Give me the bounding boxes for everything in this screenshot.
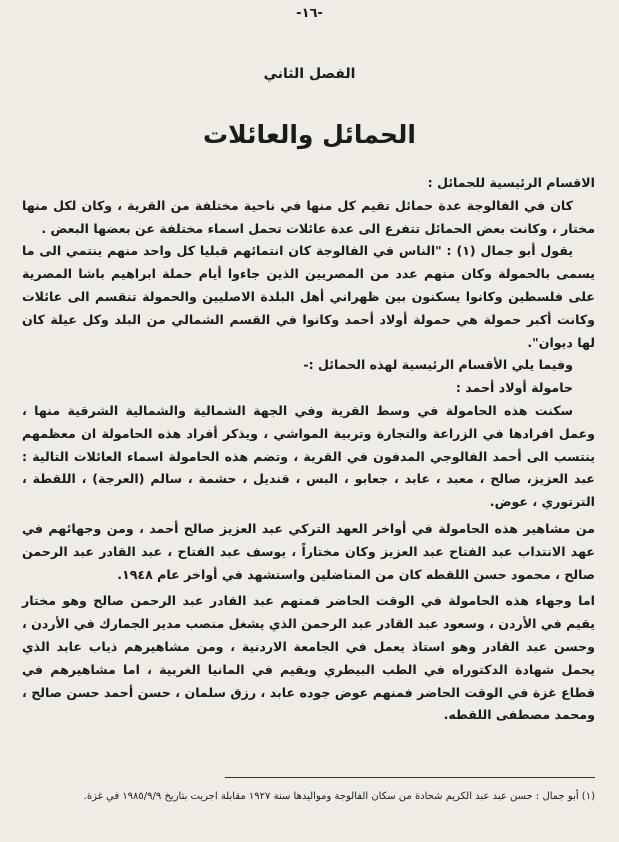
paragraph-notables-history: من مشاهير هذه الحامولة في أواخر العهد التركي عبد العزيز صالح أحمد ، ومن وجهائهم في عهد الانتداب عبد الفتاح عبد العزيز وكان مختاراً ، يوسف عبد الفتاح ، عبد القادر عبد الرحمن صالح ، محمود حسن اللقطه كان من المناضلين واستشهد في أواخر عام ١٩٤٨. (22, 520, 595, 582)
chapter-label: الفصل الثاني (263, 66, 356, 82)
footnote: (١) أبو جمال : حسن عبد عبد الكريم شحادة من سكان الفالوجة ومواليدها سنة ١٩٢٧ مقابلة اجريت بتاريخ ١٩٨٥/٩/٩ في غزة. (83, 791, 595, 802)
section-heading-main-divisions: الاقسام الرئيسية للحمائل : (427, 175, 595, 190)
paragraph-divisions-lead: وفيما يلي الأقسام الرئيسية لهذه الحمائل :- (303, 357, 573, 373)
subheading-awlad-ahmad: حامولة أولاد أحمد : (455, 380, 573, 396)
footnote-divider (225, 777, 595, 778)
page-number: -١٦- (296, 6, 323, 21)
paragraph-clans-intro: كان في الفالوجة عدة حمائل تقيم كل منها في ناحية مختلفة من القرية ، وكان لكل منها مختار ، وكانت بعض الحمائل تتفرع الى عدة عائلات تحمل اسماء مختلفة عن بعضها البعض . (22, 197, 595, 236)
body-text (22, 172, 595, 727)
paragraph-abu-jamal-quote: يقول أبو جمال (١) : "الناس في الفالوجة كان انتمائهم قبليا كل واحد منهم ينتمي الى ما يسمى بالحمولة وكان منهم عدد من المصريين الذين جاءوا أيام حملة ابراهيم باشا المصرية على فلسطين وكانوا يسكنون بين ظهراني أهل البلدة الاصليين والحمولة تنقسم الى عائلات وكانت أكبر حمولة هي حمولة أولاد أحمد وكانوا في القسم الشمالي من البلد وكل عيلة كان لها ديوان". (22, 243, 595, 350)
chapter-title: الحمائل والعائلات (202, 120, 416, 149)
paragraph-awlad-ahmad-families: سكنت هذه الحامولة في وسط القرية وفي الجهة الشمالية والشمالية الشرقية منها ، وعمل افرادها في الزراعة والتجارة وتربية المواشي ، ويذكر أفراد هذه الحامولة ان معظمهم ينتسب الى أحمد الفالوجي المدفون في القرية ، وتضم هذه الحامولة اسماء العائلات التالية : عبد العزيز، صالح ، معبد ، عابد ، جعابو ، البس ، قنديل ، حشمة ، سالم (العرجة) ، اللقطة ، الترتوري ، عوض. (22, 402, 595, 510)
paragraph-notables-present: اما وجهاء هذه الحامولة في الوقت الحاضر فمنهم عبد القادر عبد الرحمن صالح وهو مختار يقيم في الأردن ، وسعود عبد القادر عبد الرحمن الذي يشغل منصب مدير الجمارك في الأردن ، وحسن عبد القادر وهو استاذ يعمل في الجامعة الاردنية ، ومن مشاهيرهم ذياب عابد الذي يحمل شهادة الدكتوراه في الطب البيطري ويقيم في المانيا الغربية ، اما مشاهيرهم في قطاع غزة في الوقت الحاضر فمنهم عوض جوده عابد ، رزق سلمان ، حسن أحمد حسن صالح ، ومحمد مصطفى اللقطه. (22, 593, 595, 723)
